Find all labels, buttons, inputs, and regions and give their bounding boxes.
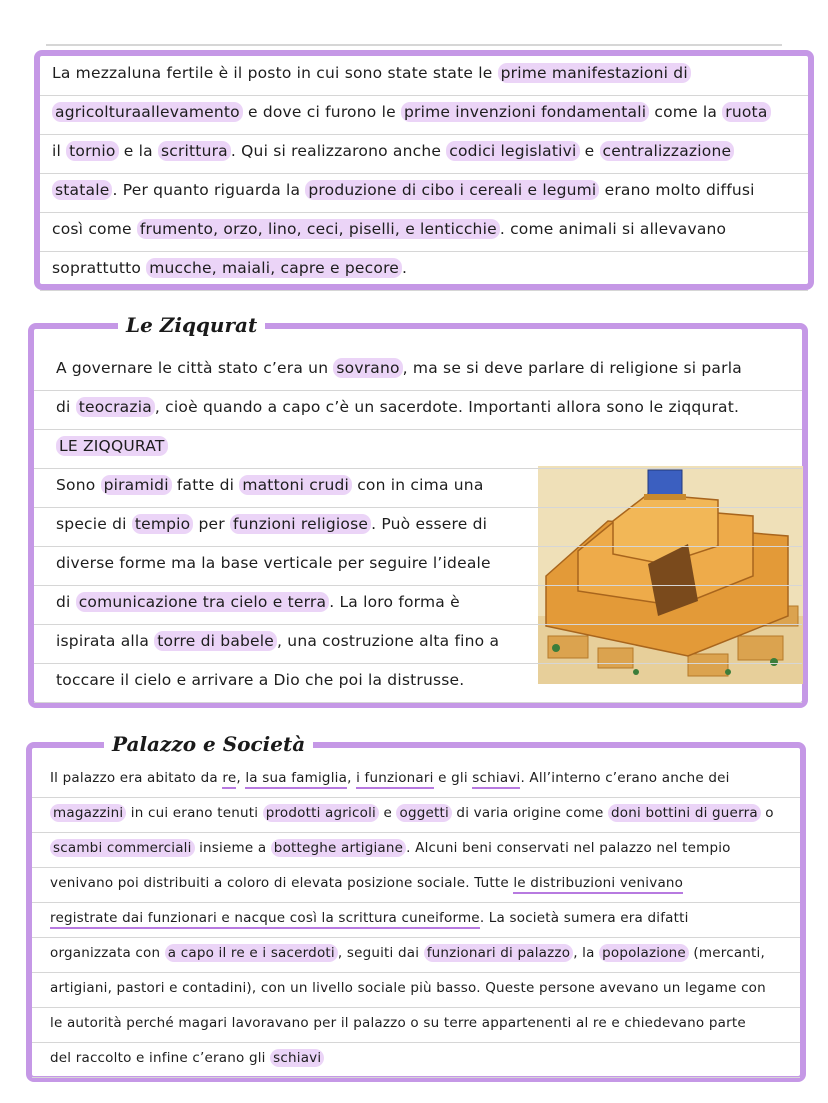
highlighted-term: prodotti agricoli (263, 804, 379, 822)
ruled-line (40, 251, 808, 252)
ruled-line (40, 290, 808, 291)
text-segment: . (402, 259, 408, 277)
text-line (56, 437, 168, 455)
highlighted-term: teocrazia (76, 397, 155, 417)
highlighted-term: comunicazione tra cielo e terra (76, 592, 330, 612)
ziggurat-illustration (538, 466, 803, 684)
text-segment: o (760, 805, 774, 821)
highlighted-term: prime invenzioni fondamentali (401, 102, 649, 122)
text-segment: , cioè quando a capo c’è un sacerdote. Importanti allora sono le ziqqurat. (154, 398, 740, 416)
text-segment: insieme a (194, 840, 271, 856)
underlined-term: la sua famiglia (245, 770, 347, 789)
highlighted-term: magazzini (50, 804, 126, 822)
ruled-line (34, 585, 802, 586)
text-segment: toccare il cielo e arrivare a Dio che poi la distrusse. (56, 671, 465, 689)
text-segment: La mezzaluna fertile è il posto in cui sono state state le (52, 64, 498, 82)
ruled-line (34, 507, 802, 508)
text-segment: erano molto diffusi (599, 181, 755, 199)
text-segment: di varia origine come (451, 805, 609, 821)
text-segment: . Qui si realizzarono anche (230, 142, 447, 160)
text-segment: , ma se si deve parlare di religione si parla (402, 359, 742, 377)
text-line (56, 671, 464, 689)
underlined-term: i funzionari (356, 770, 434, 789)
text-segment: Il palazzo era abitato da (50, 770, 223, 786)
underlined-term: le distribuzioni venivano (513, 875, 683, 894)
text-segment: Sono (56, 476, 101, 494)
highlighted-term: piramidi (101, 475, 172, 495)
text-segment: . All’interno c’erano anche dei (520, 770, 730, 786)
text-line (50, 1050, 324, 1066)
ruled-line (32, 832, 800, 833)
text-segment: , la (573, 945, 600, 961)
text-line (52, 259, 407, 277)
text-line (56, 476, 484, 494)
text-line (56, 359, 742, 377)
highlighted-term: mattoni crudi (239, 475, 352, 495)
text-line (52, 181, 755, 199)
text-segment: così come (52, 220, 137, 238)
text-segment: specie di (56, 515, 132, 533)
text-line (56, 398, 739, 416)
underlined-term: re (222, 770, 236, 789)
highlighted-term: mucche, maiali, capre e pecore (146, 258, 402, 278)
highlighted-term: ruota (722, 102, 770, 122)
text-line (56, 515, 487, 533)
text-line (50, 980, 766, 996)
text-segment: ispirata alla (56, 632, 155, 650)
highlighted-term: agricolturaallevamento (52, 102, 243, 122)
highlighted-term: doni bottini di guerra (608, 804, 761, 822)
text-segment: artigiani, pastori e contadini), con un livello sociale più basso. Queste persone avevano un legame con (50, 980, 766, 996)
ruled-line (32, 937, 800, 938)
text-line (56, 632, 499, 650)
text-segment: , (236, 770, 246, 786)
text-segment: e dove ci furono le (242, 103, 401, 121)
underlined-term: registrate dai funzionari e nacque così la scrittura cuneiforme (50, 910, 480, 929)
section-mezzaluna (34, 50, 814, 290)
ruled-line (32, 867, 800, 868)
text-segment: soprattutto (52, 259, 147, 277)
ruled-line (34, 702, 802, 703)
text-segment: in cui erano tenuti (126, 805, 263, 821)
text-line (56, 554, 491, 572)
text-segment: fatte di (171, 476, 240, 494)
text-line (50, 805, 774, 821)
ruled-line (32, 1042, 800, 1043)
text-line (52, 103, 771, 121)
highlighted-term: funzionari di palazzo (424, 944, 574, 962)
text-segment: del raccolto e infine c’erano gli (50, 1050, 271, 1066)
highlighted-term: schiavi (270, 1049, 324, 1067)
text-segment: (mercanti, (688, 945, 765, 961)
highlighted-term: prime manifestazioni di (498, 63, 691, 83)
ruled-line (32, 1007, 800, 1008)
text-segment: e la (118, 142, 158, 160)
text-segment: e (579, 142, 600, 160)
ruled-line (40, 212, 808, 213)
palazzo-title: Palazzo e Società (104, 732, 313, 756)
ruled-line (32, 902, 800, 903)
ruled-line (40, 173, 808, 174)
ruled-line (34, 390, 802, 391)
text-line (52, 64, 691, 82)
text-segment: e (378, 805, 397, 821)
highlighted-term: popolazione (599, 944, 689, 962)
text-segment: le autorità perché magari lavoravano per il palazzo o su terre appartenenti al re e chiedevano parte (50, 1015, 746, 1031)
highlighted-term: torre di babele (154, 631, 277, 651)
ruled-line (34, 468, 802, 469)
text-segment: , seguiti dai (337, 945, 424, 961)
text-segment: . La società sumera era difatti (479, 910, 689, 926)
highlighted-term: funzioni religiose (230, 514, 371, 534)
highlighted-term: scambi commerciali (50, 839, 195, 857)
highlighted-term: frumento, orzo, lino, ceci, piselli, e lenticchie (137, 219, 500, 239)
highlighted-term: scrittura (158, 141, 231, 161)
highlighted-term: codici legislativi (446, 141, 579, 161)
highlighted-term: statale (52, 180, 112, 200)
highlighted-term: botteghe artigiane (271, 839, 406, 857)
text-segment: . La loro forma è (329, 593, 460, 611)
ruled-line (32, 1077, 800, 1078)
text-line (50, 945, 765, 961)
ruled-line (34, 546, 802, 547)
highlighted-term: tempio (132, 514, 194, 534)
highlighted-term: centralizzazione (600, 141, 735, 161)
text-segment: e gli (433, 770, 473, 786)
text-segment: A governare le città stato c’era un (56, 359, 334, 377)
text-line (50, 1015, 746, 1031)
ruled-line (40, 134, 808, 135)
ruled-line (32, 797, 800, 798)
text-segment: di (56, 593, 76, 611)
highlighted-term: a capo il re e i sacerdoti (165, 944, 338, 962)
text-segment: diverse forme ma la base verticale per seguire l’ideale (56, 554, 491, 572)
text-line (50, 840, 731, 856)
text-segment: di (56, 398, 76, 416)
ruled-line (34, 624, 802, 625)
section-palazzo (26, 742, 806, 1082)
text-segment: . Per quanto riguarda la (112, 181, 306, 199)
text-segment: il (52, 142, 67, 160)
text-line (50, 770, 730, 786)
highlighted-term: tornio (66, 141, 118, 161)
ziqqurat-title: Le Ziqqurat (118, 313, 265, 337)
text-line (50, 910, 689, 926)
highlighted-term: LE ZIQQURAT (56, 436, 168, 456)
text-segment: . Alcuni beni conservati nel palazzo nel tempio (406, 840, 731, 856)
highlighted-term: produzione di cibo i cereali e legumi (305, 180, 599, 200)
highlighted-term: oggetti (396, 804, 451, 822)
ruled-line (34, 429, 802, 430)
text-segment: . Può essere di (371, 515, 488, 533)
text-segment: come la (649, 103, 723, 121)
ruled-line (34, 663, 802, 664)
top-rule (46, 44, 782, 46)
text-segment: organizzata con (50, 945, 165, 961)
text-segment: . come animali si allevavano (499, 220, 727, 238)
text-segment: per (193, 515, 230, 533)
text-line (52, 142, 734, 160)
ruled-line (40, 95, 808, 96)
text-segment: , una costruzione alta fino a (277, 632, 500, 650)
underlined-term: schiavi (472, 770, 520, 789)
text-line (56, 593, 460, 611)
text-segment: , (347, 770, 357, 786)
highlighted-term: sovrano (333, 358, 402, 378)
ruled-line (32, 972, 800, 973)
section-ziqqurat (28, 323, 808, 708)
text-line (52, 220, 726, 238)
text-segment: con in cima una (352, 476, 484, 494)
text-line (50, 875, 683, 891)
text-segment: venivano poi distribuiti a coloro di elevata posizione sociale. Tutte (50, 875, 514, 891)
